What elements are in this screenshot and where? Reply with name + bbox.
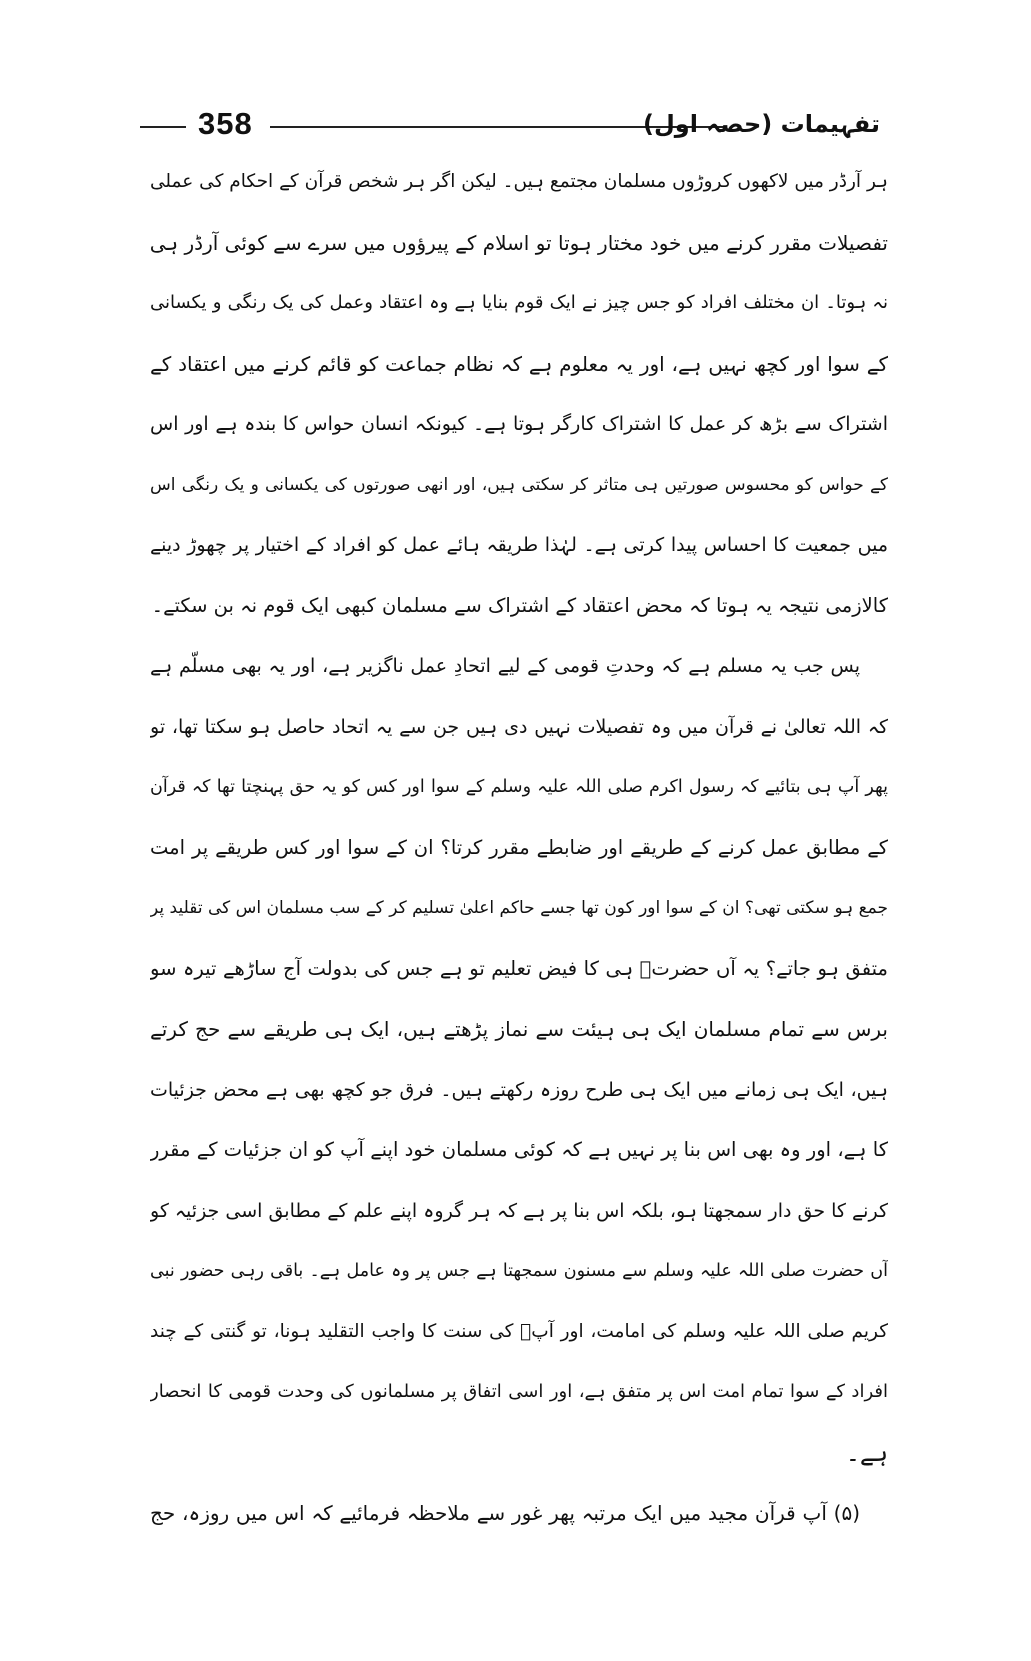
text-line: کے سوا اور کچھ نہیں ہے، اور یہ معلوم ہے کہ نظام جماعت کو قائم کرنے میں اعتقاد کے — [150, 351, 888, 376]
text-line: کرنے کا حق دار سمجھتا ہو، بلکہ اس بنا پر ہے کہ ہر گروہ اپنے علم کے مطابق اسی جزئیہ کو — [150, 1199, 888, 1222]
paragraph-start-line: پس جب یہ مسلم ہے کہ وحدتِ قومی کے لیے اتحادِ عمل ناگزیر ہے، اور یہ بھی مسلّم ہے — [150, 655, 860, 677]
text-line: کے حواس کو محسوس صورتیں ہی متاثر کر سکتی ہیں، اور انھی صورتوں کی یکسانی و یک رنگی اس — [150, 474, 888, 495]
text-line: کہ اللہ تعالیٰ نے قرآن میں وہ تفصیلات نہیں دی ہیں جن سے یہ اتحاد حاصل ہو سکتا تھا، تو — [150, 715, 888, 738]
text-line: کے مطابق عمل کرنے کے طریقے اور ضابطے مقرر کرتا؟ ان کے سوا اور کس طریقے پر امت — [150, 835, 888, 859]
text-line: آں حضرت صلی اللہ علیہ وسلم سے مسنون سمجھتا ہے جس پر وہ عامل ہے۔ باقی رہی حضور نبی — [150, 1261, 888, 1281]
text-line: کا ہے، اور وہ بھی اس بنا پر نہیں ہے کہ کوئی مسلمان خود اپنے آپ کو ان جزئیات کے مقرر — [150, 1138, 888, 1161]
text-line: ہیں، ایک ہی زمانے میں ایک ہی طرح روزہ رکھتے ہیں۔ فرق جو کچھ بھی ہے محض جزئیات — [150, 1078, 888, 1101]
running-title: تفہیمات (حصہ اول) — [643, 110, 880, 138]
numbered-paragraph-line: (۵) آپ قرآن مجید میں ایک مرتبہ پھر غور سے ملاحظہ فرمائیے کہ اس میں روزہ، حج — [150, 1501, 860, 1525]
paragraph-end-line: ہے۔ — [845, 1438, 888, 1467]
paragraph-end-line: کالازمی نتیجہ یہ ہوتا کہ محض اعتقاد کے اشتراک سے مسلمان کبھی ایک قوم نہ بن سکتے۔ — [151, 593, 888, 617]
page-number: 358 — [198, 106, 253, 141]
header-rule-left — [140, 126, 186, 128]
text-line: میں جمعیت کا احساس پیدا کرتی ہے۔ لہٰذا طریقہ ہائے عمل کو افراد کے اختیار پر چھوڑ دینے — [150, 534, 888, 556]
text-line: متفق ہو جاتے؟ یہ آں حضرتؐ ہی کا فیض تعلیم تو ہے جس کی بدولت آج ساڑھے تیرہ سو — [150, 956, 888, 980]
text-line: برس سے تمام مسلمان ایک ہی ہیئت سے نماز پڑھتے ہیں، ایک ہی طریقے سے حج کرتے — [150, 1017, 888, 1041]
body-text — [150, 152, 888, 1544]
text-line: نہ ہوتا۔ ان مختلف افراد کو جس چیز نے ایک قوم بنایا ہے وہ اعتقاد وعمل کی یک رنگی و یکسانی — [150, 292, 888, 313]
text-line: کریم صلی اللہ علیہ وسلم کی امامت، اور آپؐ کی سنت کا واجب التقلید ہونا، تو گنتی کے چند — [150, 1320, 888, 1342]
text-line: جمع ہو سکتی تھی؟ ان کے سوا اور کون تھا جسے حاکم اعلیٰ تسلیم کر کے سب مسلمان اس کی تقلید پر — [150, 898, 888, 918]
text-line: پھر آپ ہی بتائیے کہ رسول اکرم صلی اللہ علیہ وسلم کے سوا اور کس کو یہ حق پہنچتا تھا کہ قرآن — [150, 777, 888, 797]
text-line: اشتراک سے بڑھ کر عمل کا اشتراک کارگر ہوتا ہے۔ کیونکہ انسان حواس کا بندہ ہے اور اس — [150, 413, 888, 435]
text-line: افراد کے سوا تمام امت اس پر متفق ہے، اور اسی اتفاق پر مسلمانوں کی وحدت قومی کا انحصار — [150, 1381, 888, 1402]
text-line: ہر آرڈر میں لاکھوں کروڑوں مسلمان مجتمع ہیں۔ لیکن اگر ہر شخص قرآن کے احکام کی عملی — [150, 171, 888, 192]
text-line: تفصیلات مقرر کرنے میں خود مختار ہوتا تو اسلام کے پیرؤوں میں سرے سے کوئی آرڈر ہی — [150, 230, 888, 255]
page-header — [140, 104, 880, 144]
